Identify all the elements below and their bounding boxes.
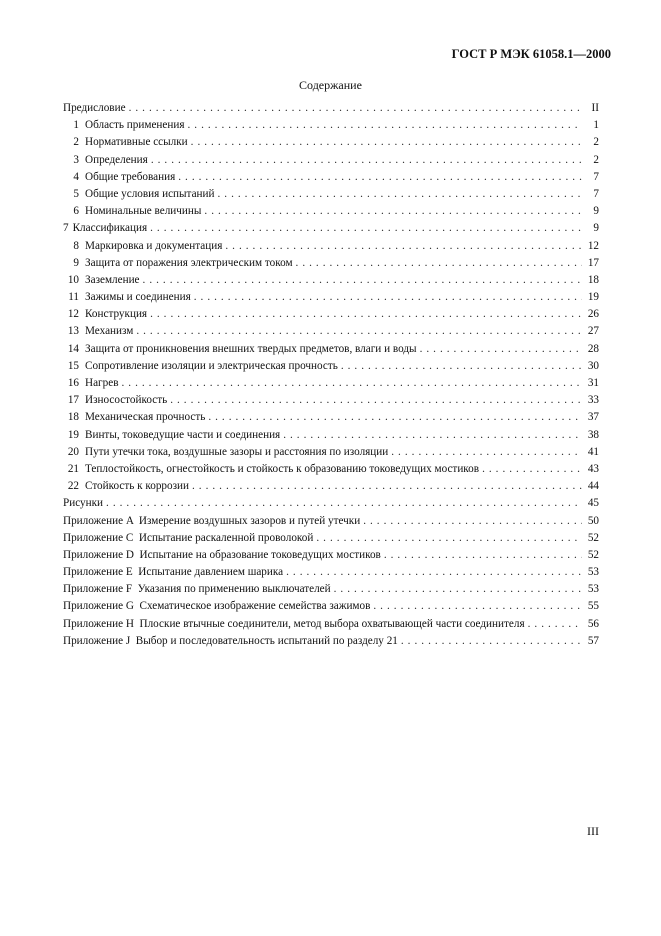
dot-leader [178, 171, 582, 183]
toc-entry-label: Приложение C Испытание раскаленной проволокой [63, 531, 314, 544]
toc-entry-number: 16 [67, 377, 79, 389]
dot-leader [420, 343, 582, 355]
dot-leader [151, 154, 582, 166]
dot-leader [218, 188, 583, 200]
dot-leader [136, 325, 582, 337]
toc-entry-page: 56 [587, 617, 599, 630]
toc-entry-label: Приложение D Испытание на образование токоведущих мостиков [63, 548, 381, 561]
dot-leader [192, 480, 582, 492]
toc-entry-number: 5 [73, 187, 79, 200]
toc-entry-number: 18 [67, 411, 79, 424]
toc-entry [63, 600, 599, 617]
toc-entry [63, 583, 599, 600]
page-title: Содержание [299, 78, 362, 92]
toc-entry-number: 3 [73, 153, 79, 166]
toc-entry [63, 532, 599, 549]
dot-leader [208, 411, 582, 423]
toc-entry-label: Определения [85, 153, 148, 166]
toc-entry-page: 7 [593, 170, 599, 183]
toc-entry [63, 154, 599, 171]
toc-entry-number: 10 [67, 273, 79, 286]
toc-entry-label: Приложение F Указания по применению выключателей [63, 583, 331, 596]
toc-entry-number: 1 [73, 119, 79, 132]
toc-entry-label: Маркировка и документация [85, 239, 223, 252]
toc-entry-number: 21 [67, 462, 79, 475]
toc-entry-label: Защита от поражения электрическим током [85, 256, 293, 269]
toc-entry-number: 22 [67, 480, 79, 493]
toc-entry-page: 37 [587, 411, 599, 424]
dot-leader [129, 102, 582, 114]
toc-entry-page: 12 [587, 239, 599, 252]
toc-entry-page: 7 [593, 187, 599, 200]
toc-entry-page: 18 [587, 273, 599, 286]
toc-entry-page: 2 [593, 136, 599, 149]
toc-entry-number: 8 [73, 239, 79, 252]
toc-entry [63, 463, 599, 480]
toc-entry-label: Область применения [85, 119, 185, 132]
dot-leader [334, 583, 582, 595]
toc-entry-label: Конструкция [85, 308, 148, 321]
toc-entry-page: 33 [587, 394, 599, 407]
page-number: III [587, 824, 599, 838]
toc-entry-page: 28 [587, 342, 599, 355]
toc-entry-label: Сопротивление изоляции и электрическая прочность [85, 359, 338, 372]
toc-entry [63, 635, 599, 652]
toc-entry-page: 9 [593, 205, 599, 218]
toc-entry-page: 45 [587, 497, 599, 510]
toc-entry-number: 17 [67, 394, 79, 407]
toc-entry [63, 377, 599, 394]
dot-leader [341, 360, 582, 372]
toc-entry [63, 222, 599, 239]
toc-entry-label: Нормативные ссылки [85, 136, 188, 149]
dot-leader [150, 222, 582, 234]
toc-entry-page: 41 [587, 445, 599, 458]
toc-entry-number: 19 [67, 428, 79, 441]
toc-entry-label: Механическая прочность [85, 411, 206, 424]
toc-entry [63, 360, 599, 377]
toc-entry-label: Приложение E Испытание давлением шарика [63, 566, 284, 579]
toc-entry-label: Приложение A Измерение воздушных зазоров и путей утечки [63, 514, 361, 527]
toc-entry [63, 618, 599, 635]
toc-entry [63, 325, 599, 342]
document-header: ГОСТ Р МЭК 61058.1—2000 [451, 47, 611, 61]
dot-leader [283, 429, 582, 441]
toc-entry [63, 257, 599, 274]
toc-entry [63, 566, 599, 583]
toc-entry [63, 515, 599, 532]
toc-entry [63, 549, 599, 566]
toc-entry-page: 30 [587, 359, 599, 372]
dot-leader [296, 257, 582, 269]
toc-entry-number: 14 [67, 342, 79, 355]
toc-entry-page: 44 [587, 480, 599, 493]
toc-entry [63, 136, 599, 153]
toc-entry-page: 26 [587, 308, 599, 321]
toc-entry [63, 274, 599, 291]
toc-entry-label: Рисунки [63, 497, 104, 510]
dot-leader [194, 291, 582, 303]
toc-entry-page: 55 [587, 600, 599, 613]
toc-entry [63, 497, 599, 514]
toc-entry-number: 12 [67, 308, 79, 321]
toc-entry [63, 240, 599, 257]
toc-entry-page: 43 [587, 462, 599, 475]
toc-entry-label: Пути утечки тока, воздушные зазоры и расстояния по изоляции [85, 445, 389, 458]
dot-leader [143, 274, 582, 286]
dot-leader [528, 618, 582, 630]
toc-entry-page: 17 [587, 256, 599, 269]
toc-entry-page: 31 [587, 377, 599, 389]
toc-entry-number: 15 [67, 359, 79, 372]
toc-entry-page: 1 [593, 119, 599, 132]
dot-leader [286, 566, 582, 578]
toc-entry-page: 50 [587, 514, 599, 527]
toc-entry-page: 19 [587, 291, 599, 304]
dot-leader [482, 463, 582, 475]
toc-entry-page: 53 [587, 583, 599, 596]
toc-entry-page: 52 [587, 548, 599, 561]
toc-entry [63, 343, 599, 360]
toc-entry-page: 52 [587, 531, 599, 544]
toc-entry-page: 57 [587, 634, 599, 647]
toc-entry [63, 119, 599, 136]
toc-entry-label: Зажимы и соединения [85, 291, 191, 304]
toc-entry [63, 480, 599, 497]
toc-entry-number: 6 [73, 205, 79, 218]
dot-leader [187, 119, 582, 131]
toc-entry-page: 27 [587, 325, 599, 338]
toc-entry [63, 188, 599, 205]
toc-entry [63, 429, 599, 446]
toc-entry-number: 11 [68, 291, 79, 304]
dot-leader [363, 515, 582, 527]
dot-leader [204, 205, 582, 217]
toc-entry-label: Нагрев [85, 377, 119, 389]
toc-entry [63, 411, 599, 428]
toc-entry-label: Приложение H Плоские втычные соединители, метод выбора охватывающей части соединителя [63, 617, 525, 630]
toc-entry-label: Защита от проникновения внешних твердых предметов, влаги и воды [85, 342, 417, 355]
toc-entry-page: 53 [587, 566, 599, 579]
dot-leader [316, 532, 582, 544]
toc-entry-number: 4 [73, 170, 79, 183]
toc-entry-label: Износостойкость [85, 394, 168, 407]
dot-leader [391, 446, 582, 458]
toc-entry-label: Заземление [85, 273, 140, 286]
dot-leader [170, 394, 582, 406]
toc-entry-number: 20 [67, 445, 79, 458]
toc-entry-label: Общие требования [85, 170, 176, 183]
toc-entry-page: 38 [587, 428, 599, 441]
toc-entry-label: Теплостойкость, огнестойкость и стойкость к образованию токоведущих мостиков [85, 462, 480, 475]
dot-leader [150, 308, 582, 320]
dot-leader [106, 497, 582, 509]
toc-entry [63, 446, 599, 463]
toc-entry-number: 7 [63, 222, 69, 235]
dot-leader [191, 136, 582, 148]
toc-entry-label: Приложение J Выбор и последовательность испытаний по разделу 21 [63, 634, 398, 647]
dot-leader [373, 600, 582, 612]
dot-leader [121, 377, 582, 389]
toc-entry [63, 102, 599, 119]
toc-entry [63, 308, 599, 325]
toc-entry-number: 13 [67, 325, 79, 338]
toc-entry-label: Номинальные величины [85, 205, 202, 218]
toc-entry-page: II [591, 102, 599, 114]
toc-entry [63, 394, 599, 411]
toc-entry-page: 9 [593, 222, 599, 235]
table-of-contents [63, 102, 599, 652]
toc-entry-label: Винты, токоведущие части и соединения [85, 428, 281, 441]
dot-leader [401, 635, 582, 647]
toc-entry-label: Предисловие [63, 102, 126, 114]
toc-entry-label: Механизм [85, 325, 134, 338]
toc-entry-label: Классификация [72, 222, 148, 235]
toc-entry [63, 171, 599, 188]
toc-entry-page: 2 [593, 153, 599, 166]
toc-entry-number: 9 [73, 256, 79, 269]
toc-entry [63, 205, 599, 222]
dot-leader [384, 549, 582, 561]
toc-entry-label: Стойкость к коррозии [85, 480, 189, 493]
dot-leader [225, 240, 582, 252]
toc-entry [63, 291, 599, 308]
toc-entry-number: 2 [73, 136, 79, 149]
toc-entry-label: Приложение G Схематическое изображение семейства зажимов [63, 600, 371, 613]
toc-entry-label: Общие условия испытаний [85, 187, 215, 200]
